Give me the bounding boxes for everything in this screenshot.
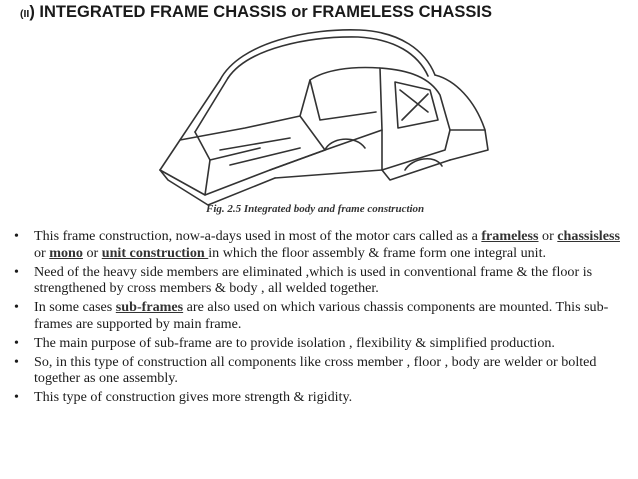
- title-text: INTEGRATED FRAME CHASSIS or FRAMELESS CHASSIS: [34, 3, 492, 21]
- title-paren: ): [29, 3, 35, 21]
- bullet-item: • The main purpose of sub-frame are to provide isolation , flexibility & simplified production.: [14, 334, 555, 351]
- door-opening: [300, 68, 382, 151]
- integrated-body-drawing: [150, 20, 510, 220]
- term-unit-construction: unit construction: [101, 244, 209, 261]
- term-sub-frames: sub-frames: [115, 299, 184, 316]
- bullet-item: • In some cases sub-frames are also used on which various chassis components are mounted. This sub-frames are supported by main frame.: [14, 299, 609, 332]
- term-chassisless: chassisless: [557, 228, 620, 244]
- bullet-item: • So, in this type of construction all components like cross member , floor , body are welder or bolted together as one assembly.: [14, 353, 597, 387]
- term-mono: mono: [49, 244, 83, 261]
- bullet-dot: •: [14, 353, 19, 370]
- bullet-item: • This frame construction, now-a-days used in most of the motor cars called as a frameless or chassisless or mono or unit construction in which the floor assembly & frame form one integral unit.: [14, 228, 620, 261]
- bullet-dot: •: [14, 299, 19, 316]
- bullet-dot: •: [14, 263, 19, 280]
- bullet-list: [10, 228, 630, 408]
- bullet-dot: •: [14, 228, 19, 244]
- bullet-dot: •: [14, 389, 19, 406]
- bullet-item: • This type of construction gives more strength & rigidity.: [14, 389, 353, 406]
- bullet-dot: •: [14, 334, 19, 351]
- title-number: (II: [20, 8, 30, 20]
- figure-caption: Fig. 2.5 Integrated body and frame construction: [206, 203, 425, 215]
- bullet-item: • Need of the heavy side members are eliminated ,which is used in conventional frame & the floor is strengthened by cross members & body , all welded together.: [14, 263, 593, 297]
- car-body-illustration: [150, 20, 510, 220]
- term-frameless: frameless: [481, 228, 539, 244]
